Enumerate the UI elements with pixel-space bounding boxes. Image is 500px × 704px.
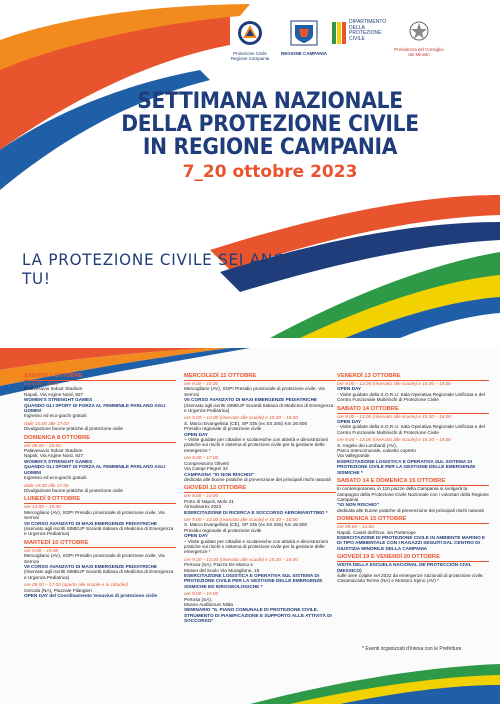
- event-strong: CAMPAGNA "IO NON RISCHIO": [184, 471, 255, 477]
- presidenza-label: Presidenza del Consiglio dei Ministri: [394, 47, 444, 57]
- event-strong: WOMEN'S STRENGHT GAMES QUANDO GLI SPORT DI FORZA AL FEMMINILE PARLANO AGLI UOMINI: [24, 397, 166, 414]
- event-item: [184, 591, 336, 623]
- event-text: Palavesuvio Indoor Stadium Napoli, Via Argine Nord, 927: [24, 448, 84, 459]
- day-heading: DOMENICA 15 OTTOBRE: [337, 516, 489, 524]
- event-item: [337, 524, 489, 551]
- event-text: Divulgazione buone pratiche di protezione civile: [24, 426, 124, 432]
- event-strong: VII CORSO AVANZATO DI MAXI EMERGENZE PEDIATRICHE: [24, 563, 157, 569]
- protezione-civile-label: Protezione Civile Regione Campania: [230, 51, 270, 61]
- event-strong: VII CORSO AVANZATO DI MAXI EMERGENZE PEDIATRICHE: [184, 397, 317, 403]
- event-item: [184, 455, 336, 482]
- event-time: ore 9.00 – 15.00: [184, 591, 219, 597]
- italy-emblem-icon: [408, 20, 430, 42]
- title-line: IN REGIONE CAMPANIA: [142, 135, 398, 160]
- footnote: * Eventi organizzati d'intesa con le Prefetture: [362, 646, 462, 652]
- event-strong: VISITA DELLA ESCUELA NACIONAL DE PROTECCIÓN CIVIL (MESSICO): [337, 562, 472, 573]
- event-item: [184, 493, 336, 515]
- event-item: [24, 483, 176, 494]
- event-after: - Visite guidate della S.O.R.U. Sala Operativa Regionale Unificata e del Centro Funzionale Multirischi di Protezione Civile: [337, 424, 485, 435]
- event-strong: ESERCITAZIONE DI PROTEZIONE CIVILE IN AMBIENTE MARINO E DI TIPO AMBIENTALE CON I RAGAZZI SEGUITI DAL CENTRO DI GIUSTIZIA MINORILE DELLA CAMPANIA: [337, 534, 486, 551]
- protezione-civile-emblem-icon: [237, 20, 263, 46]
- event-strong: OPEN DAY: [184, 533, 209, 539]
- event-text: Mercogliano (AV), SOPI Presidio provinciale di protezione civile, Via Serroni: [24, 509, 165, 521]
- program-column: [184, 370, 336, 626]
- day-heading: MERCOLEDÌ 11 OTTOBRE: [184, 373, 336, 381]
- event-dates: 7_20 ottobre 2023: [182, 162, 358, 182]
- event-strong: WOMEN'S STRENGHT GAMES QUANDO GLI SPORT DI FORZA AL FEMMINILE PARLANO AGLI UOMINI: [24, 458, 166, 475]
- event-text: Palavesuvio Indoor Stadium Napoli, Via Argine Nord, 927: [24, 386, 84, 397]
- event-item: [184, 381, 336, 413]
- event-time: dalle 15.00 alle 17.00: [24, 420, 69, 426]
- event-text: In contemporanea, in 110 piazze della Campania si svolgerà la campagna della Protezione Civile Nazionale con i volontari della Regione Campania: [337, 486, 489, 502]
- event-text: Pertosa (SA), Museo Auditorium Mida: [184, 596, 233, 608]
- event-time: ore 09.00 – 20.00: [24, 442, 61, 448]
- dpc-stripes-icon: [332, 20, 346, 46]
- event-time: ore 9.00 – 19.00: [24, 547, 59, 553]
- event-item: [184, 557, 336, 589]
- event-item: [184, 415, 336, 453]
- event-time: ore 9.00 – 18.00: [184, 381, 219, 386]
- event-after: – Visite guidate per cittadini e scolaresche con attività e dimostrazioni pratiche sui rischi e sistema di protezione civile per la gestione delle emergenze *: [184, 538, 329, 555]
- event-text: Mercogliano (AV), SOPI Presidio provinciale di protezione civile, Via Serroni: [184, 386, 325, 397]
- day-heading: MARTEDÌ 10 OTTOBRE: [24, 540, 176, 548]
- event-strong: OPEN DAY: [337, 386, 362, 392]
- program-column: [337, 370, 489, 586]
- event-item: [337, 381, 489, 403]
- event-time: ore 09.00 – 12.00: [337, 524, 374, 530]
- event-item: [184, 517, 336, 555]
- event-item: [24, 381, 176, 419]
- event-after: (riservato agli iscritti SIMEUP Società Italiana di Medicina di Emergenza e Urgenza Pediatrica): [184, 402, 334, 414]
- event-item: [24, 504, 176, 536]
- event-strong: SEMINARIO "IL PIANO COMUNALE DI PROTEZIONE CIVILE. STRUMENTO DI PIANIFICAZIONE E SUPPORTO ALLE ATTIVITÀ DI SOCCORSO": [184, 607, 332, 624]
- event-time: ore 9.00 – 13.00 (riservato alle scuole) e 15.30 – 18.00: [184, 415, 298, 421]
- event-item: [24, 421, 176, 432]
- event-after: – Visite guidate per cittadini e scolaresche con attività e dimostrazioni pratiche sui rischi e sistema di protezione civile per la gestione delle emergenze *: [184, 437, 329, 453]
- event-time: ore 9.30 – 20.00: [24, 381, 59, 386]
- event-strong: ESERCITAZIONE DI RICERCA E SOCCORSO AEROMARITTIMO *: [184, 509, 328, 515]
- day-heading: VENERDÌ 13 OTTOBRE: [337, 373, 489, 381]
- event-strong: ESERCITAZIONE LOGISTICA E OPERATIVA SUL SISTEMA DI PROTEZIONE CIVILE PER LA GESTIONE DELLE EMERGENZE SISMICHE *: [337, 458, 476, 475]
- event-item: [24, 443, 176, 481]
- event-strong: OPEN DAY: [337, 419, 362, 425]
- event-time: ore 9.00 – 13.00 (riservato alle scuole) e 15.30 – 18.00: [337, 413, 451, 419]
- title-line: DELLA PROTEZIONE CIVILE: [121, 112, 419, 137]
- event-time: ore 14.00 – 19.30: [24, 504, 61, 510]
- event-after: Ingresso ed eco-giochi gratuiti: [24, 475, 87, 481]
- main-title: [77, 90, 463, 159]
- event-time: ore 8.00 – 14.00: [184, 493, 219, 499]
- event-time: ore 09.00 – 17.00 (aperto alle scuole e ai cittadini): [24, 582, 128, 588]
- dpc-label: DIPARTIMENTO DELLA PROTEZIONE CIVILE: [349, 19, 387, 42]
- event-strong: OPEN DAY del Coordinamento Vesuvius di protezione civile: [24, 593, 158, 598]
- event-strong: "IO NON RISCHIO": [337, 502, 379, 508]
- day-heading: SABATO 14 OTTOBRE: [337, 406, 489, 414]
- event-item: [337, 414, 489, 436]
- event-text: S. Marco Evangelista (CE), SP 335 (ex SS 265) Km 26.600 Presidio regionale di protezione civile: [184, 420, 308, 432]
- day-heading: GIOVEDÌ 12 OTTOBRE: [184, 485, 336, 493]
- event-text: Mercogliano (AV), SOPI Presidio provinciale di protezione civile, Via Serroni: [24, 553, 165, 564]
- event-text: Napoli, Castel dell'Ovo, via Partenope: [337, 529, 416, 535]
- dipartimento-protezione-civile-logo: [332, 20, 390, 46]
- event-text: Divulgazione buone pratiche di protezione civile: [24, 487, 124, 493]
- event-strong: OPEN DAY: [184, 431, 209, 437]
- event-strong: VII CORSO AVANZATO DI MAXI EMERGENZE PEDIATRICHE: [24, 520, 157, 526]
- poster-cover: [0, 0, 500, 338]
- event-text: Porto di Napoli, Molo 21 AirSubsarex 2023: [184, 498, 235, 510]
- event-time: ore 9.00 – 17.00: [184, 455, 219, 461]
- event-after: dedicata alle buone pratiche di prevenzione dei principali rischi naturali: [184, 476, 331, 482]
- event-time: ore 9.00 – 13.00 (riservato alle scuole) e 15.30 – 18.00: [184, 556, 298, 562]
- event-text: S. Marco Evangelista (CE), SP 335 (ex SS 265) Km 26.600 Presidio regionale di protezione civile: [184, 522, 308, 533]
- event-time: ore 9.00 – 13.00 (riservato alle scuole) e 15.30 – 18.00: [184, 516, 298, 522]
- regione-campania-label: REGIONE CAMPANIA: [281, 51, 327, 56]
- event-after: (riservato agli iscritti SIMEUP Società Italiana di Medicina di Emergenza e Urgenza Pediatrica): [24, 525, 174, 537]
- event-after: - Visite guidate della S.O.R.U. Sala Operativa Regionale Unificata e del Centro Funzionale Multirischi di Protezione Civile: [337, 391, 485, 403]
- event-time: dalle 15.00 alle 17.00: [24, 482, 69, 488]
- event-text: Compressorio Olivetti Via Campi Flegrei 34: [184, 460, 229, 472]
- day-heading: DOMENICA 8 OTTOBRE: [24, 435, 176, 443]
- protezione-civile-campania-logo: [224, 20, 276, 61]
- day-heading: SABATO 7 OTTOBRE: [24, 373, 176, 381]
- event-text: S. Angelo dei Lombardi (AV), Parco Intercomunale, calcetto coperto Via Vallegrande: [337, 442, 416, 459]
- event-text: Cercola (NA), Piazzale Filangieri: [24, 587, 92, 593]
- program-column: [24, 370, 176, 600]
- day-heading: GIOVEDÌ 19 E VENERDÌ 20 OTTOBRE: [337, 554, 489, 562]
- day-heading: LUNEDÌ 9 OTTOBRE: [24, 496, 176, 504]
- event-time: ore 9.00 – 13.00 (riservato alle scuole) e 15.30 – 18.00: [337, 381, 451, 386]
- event-after: (riservato agli iscritti SIMEUP Società Italiana di Medicina di Emergenza e Urgenza Pediatrica): [24, 569, 174, 580]
- day-heading: SABATO 14 E DOMENICA 15 OTTOBRE: [337, 478, 489, 486]
- event-after: Ingresso ed eco-giochi gratuiti: [24, 413, 87, 419]
- title-line: SETTIMANA NAZIONALE: [137, 89, 403, 114]
- regione-campania-logo: [280, 20, 328, 56]
- event-item: [337, 562, 489, 584]
- program-sheet: [0, 348, 500, 704]
- event-strong: ESERCITAZIONE LOGISTICA E OPERATIVA SUL SISTEMA DI PROTEZIONE CIVILE PER LA GESTIONE DELLE EMERGENZE SISMICHE ED IDROGEOLOGICHE *: [184, 573, 323, 589]
- event-item: [24, 548, 176, 580]
- event-text: Pertosa (SA), Piazza De Marco e Museo del Suolo Via Muraglione, 18: [184, 562, 260, 573]
- event-item: [337, 437, 489, 475]
- regione-shield-icon: [287, 20, 321, 46]
- event-item: [337, 486, 489, 513]
- event-after: sulle aree colpite nel 2022 da emergenze nazionali di protezione civile: Casamicciola Terme (NA) e Montoro Irpino (AV) *: [337, 572, 484, 584]
- event-time: ore 9.00 – 13.00 (riservato alle scuole) e 15.30 – 18.00: [337, 437, 451, 443]
- presidenza-consiglio-logo: [394, 20, 444, 57]
- event-after: dedicata alle buone pratiche di prevenzione dei principali rischi naturali: [337, 507, 484, 513]
- event-item: [24, 582, 176, 598]
- slogan: LA PROTEZIONE CIVILE SEI ANCHE TU!: [22, 250, 307, 288]
